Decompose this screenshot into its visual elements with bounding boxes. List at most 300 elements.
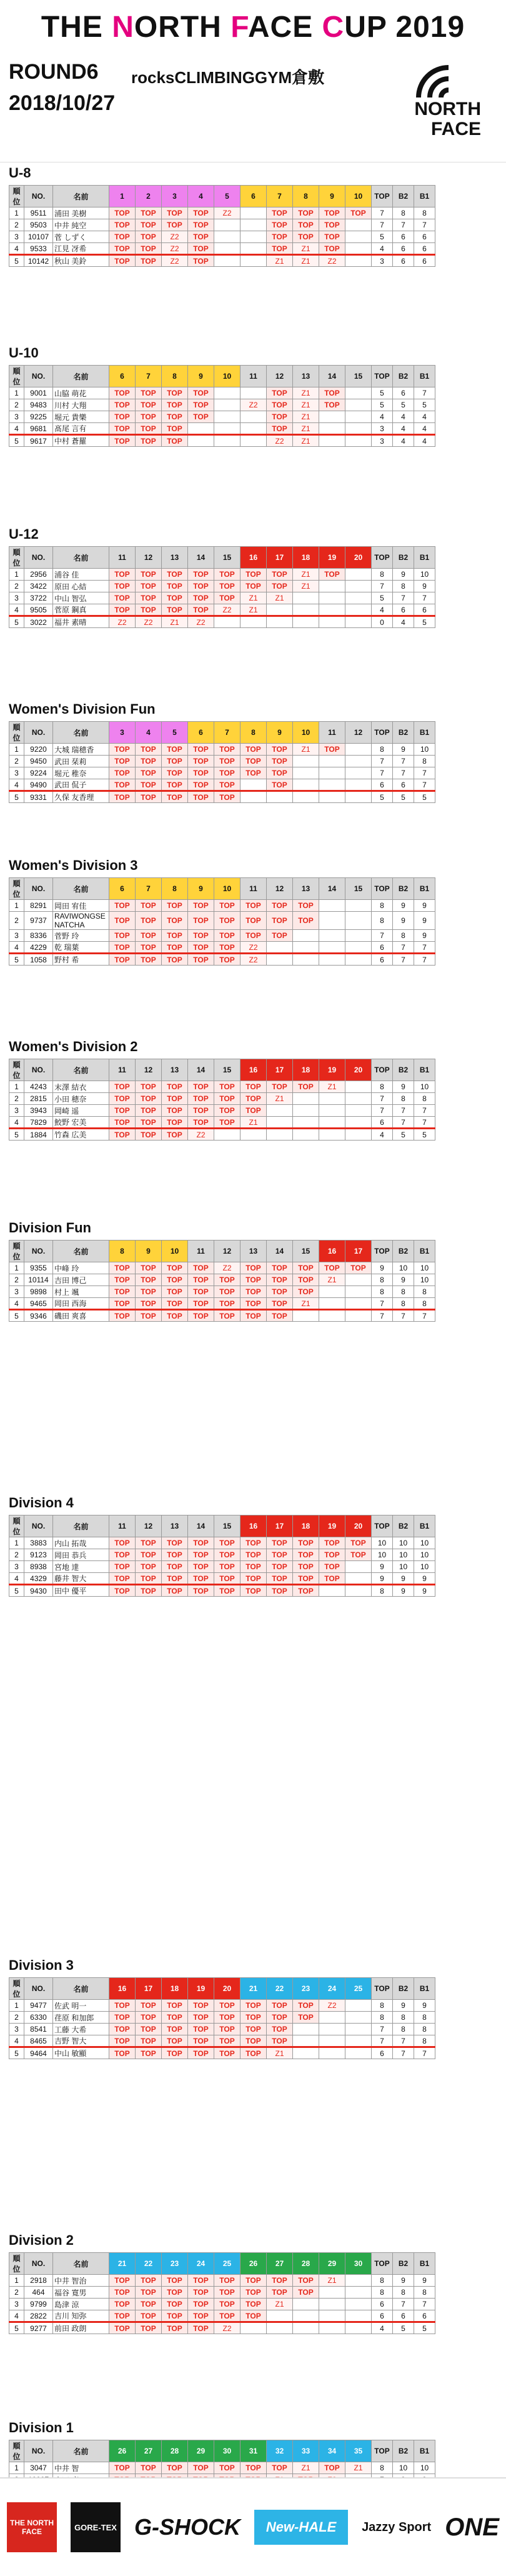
table-cell: 8 <box>414 2035 435 2047</box>
table-cell: 2 <box>9 2287 24 2299</box>
column-header: 20 <box>345 1515 372 1537</box>
column-header: 14 <box>188 1059 214 1081</box>
problem-result: TOP <box>188 592 214 604</box>
problem-result: Z2 <box>214 1262 241 1274</box>
problem-result: TOP <box>214 1117 241 1129</box>
problem-result <box>214 435 241 447</box>
problem-result: TOP <box>267 779 293 791</box>
column-header: 29 <box>319 2253 345 2275</box>
problem-result: TOP <box>136 243 162 255</box>
problem-result <box>345 1105 372 1117</box>
problem-result: TOP <box>241 1093 267 1105</box>
problem-result: Z2 <box>214 2322 241 2334</box>
problem-result <box>267 1117 293 1129</box>
column-header: 6 <box>241 186 267 207</box>
table-cell: 10 <box>414 1274 435 1286</box>
column-header: B1 <box>414 1515 435 1537</box>
problem-result <box>241 411 267 423</box>
table-cell: 5 <box>414 1129 435 1141</box>
table-cell: 10 <box>414 569 435 581</box>
table-row <box>9 930 435 942</box>
problem-result: TOP <box>267 423 293 435</box>
problem-result: TOP <box>136 767 162 779</box>
problem-result: TOP <box>162 592 188 604</box>
problem-result: TOP <box>188 1286 214 1298</box>
column-header: 10 <box>214 366 241 387</box>
problem-result: Z1 <box>293 387 319 399</box>
column-header: 22 <box>267 1978 293 2000</box>
problem-result: TOP <box>241 930 267 942</box>
problem-result <box>241 779 267 791</box>
table-row <box>9 1105 435 1117</box>
problem-result <box>214 411 241 423</box>
column-header: B2 <box>393 547 414 569</box>
column-header: 4 <box>136 722 162 744</box>
column-header: 順位 <box>9 1515 24 1537</box>
column-header: 28 <box>293 2253 319 2275</box>
table-cell: 10 <box>393 2462 414 2474</box>
problem-result: TOP <box>293 1573 319 1585</box>
section-dfun <box>0 1212 435 1322</box>
table-cell: 5 <box>393 1129 414 1141</box>
problem-result: TOP <box>241 1573 267 1585</box>
column-header: 8 <box>162 366 188 387</box>
table-cell: 6 <box>372 1117 393 1129</box>
problem-result: TOP <box>109 1105 136 1117</box>
problem-result: TOP <box>109 399 136 411</box>
problem-result <box>241 2322 267 2334</box>
column-header: TOP <box>372 722 393 744</box>
problem-result <box>293 2035 319 2047</box>
column-header: 13 <box>241 1241 267 1262</box>
problem-result: TOP <box>241 756 267 767</box>
climber-name: 大城 瑞穂香 <box>53 744 109 756</box>
table-cell: 6 <box>372 779 393 791</box>
table-row <box>9 569 435 581</box>
table-cell: 5 <box>414 399 435 411</box>
table-cell: 8465 <box>24 2035 53 2047</box>
problem-result <box>345 592 372 604</box>
column-header: 8 <box>162 878 188 900</box>
problem-result: TOP <box>188 791 214 803</box>
table-cell: 8 <box>372 2275 393 2287</box>
column-header: B1 <box>414 2440 435 2462</box>
climber-name: 武田 侃子 <box>53 779 109 791</box>
table-row <box>9 1573 435 1585</box>
section-w3 <box>0 850 435 966</box>
problem-result: TOP <box>162 1286 188 1298</box>
column-header: 9 <box>188 878 214 900</box>
problem-result: TOP <box>267 1585 293 1597</box>
problem-result: TOP <box>241 1549 267 1561</box>
climber-name: 藤井 智大 <box>53 1573 109 1585</box>
table-cell: 9 <box>414 1585 435 1597</box>
problem-result: TOP <box>162 1549 188 1561</box>
problem-result: TOP <box>162 581 188 592</box>
section-w2 <box>0 1031 435 1141</box>
table-cell: 9220 <box>24 744 53 756</box>
problem-result: TOP <box>188 767 214 779</box>
problem-result: TOP <box>241 2035 267 2047</box>
problem-result: TOP <box>136 2287 162 2299</box>
table-row <box>9 779 435 791</box>
column-header: 2 <box>136 186 162 207</box>
problem-result: TOP <box>109 1286 136 1298</box>
table-cell: 7 <box>414 779 435 791</box>
table-row <box>9 423 435 435</box>
results-table <box>9 1977 435 2059</box>
event-title <box>0 10 506 44</box>
column-header: 3 <box>162 186 188 207</box>
problem-result <box>293 1117 319 1129</box>
problem-result: TOP <box>241 767 267 779</box>
problem-result: TOP <box>188 1573 214 1585</box>
climber-name: 末澤 結衣 <box>53 1081 109 1093</box>
problem-result: TOP <box>162 411 188 423</box>
table-row <box>9 2299 435 2310</box>
table-cell: 1 <box>9 744 24 756</box>
column-header: NO. <box>24 878 53 900</box>
problem-result: TOP <box>241 2000 267 2012</box>
problem-result <box>319 2035 345 2047</box>
problem-result: TOP <box>267 2024 293 2035</box>
problem-result <box>293 1093 319 1105</box>
table-cell: 6 <box>393 243 414 255</box>
problem-result: TOP <box>136 1262 162 1274</box>
problem-result <box>293 2047 319 2059</box>
problem-result: TOP <box>188 1310 214 1322</box>
table-cell: 4 <box>9 2310 24 2322</box>
problem-result <box>345 387 372 399</box>
problem-result: Z2 <box>214 207 241 219</box>
column-header: TOP <box>372 366 393 387</box>
table-cell: 9 <box>393 912 414 930</box>
table-cell: 9 <box>414 930 435 942</box>
table-row <box>9 767 435 779</box>
column-header: B2 <box>393 878 414 900</box>
table-row <box>9 2310 435 2322</box>
problem-result <box>345 243 372 255</box>
table-cell: 8 <box>393 1093 414 1105</box>
column-header: NO. <box>24 186 53 207</box>
problem-result: TOP <box>214 1298 241 1310</box>
problem-result: TOP <box>188 243 214 255</box>
problem-result: TOP <box>162 2012 188 2024</box>
climber-name: 田中 優平 <box>53 1585 109 1597</box>
table-cell: 7 <box>393 942 414 954</box>
problem-result <box>345 1093 372 1105</box>
problem-result <box>214 423 241 435</box>
problem-result <box>293 2299 319 2310</box>
problem-result <box>267 616 293 628</box>
problem-result: TOP <box>241 1298 267 1310</box>
column-header: 23 <box>162 2253 188 2275</box>
table-cell: 10 <box>372 1537 393 1549</box>
problem-result: TOP <box>188 2462 214 2474</box>
problem-result: Z1 <box>162 616 188 628</box>
problem-result: TOP <box>214 1561 241 1573</box>
climber-name: 吉野 智大 <box>53 2035 109 2047</box>
problem-result: TOP <box>162 2462 188 2474</box>
problem-result: TOP <box>241 2047 267 2059</box>
results-table <box>9 1240 435 1322</box>
table-cell: 8 <box>372 2012 393 2024</box>
problem-result: TOP <box>214 2299 241 2310</box>
problem-result: TOP <box>214 767 241 779</box>
table-cell: 5 <box>9 255 24 267</box>
problem-result: TOP <box>241 581 267 592</box>
problem-result <box>241 231 267 243</box>
column-header: B1 <box>414 366 435 387</box>
column-header: TOP <box>372 1978 393 2000</box>
table-cell: 5 <box>393 399 414 411</box>
table-cell: 7 <box>372 1093 393 1105</box>
climber-name: 中村 蒼羅 <box>53 435 109 447</box>
table-cell: 7 <box>393 1117 414 1129</box>
column-header: 24 <box>319 1978 345 2000</box>
section-title: U-12 <box>9 526 39 542</box>
half-dome-icon <box>412 61 481 99</box>
climber-name: 工藤 大希 <box>53 2024 109 2035</box>
table-cell: 4329 <box>24 1573 53 1585</box>
problem-result: TOP <box>109 2275 136 2287</box>
section-title: Division 2 <box>9 2232 74 2248</box>
problem-result: Z1 <box>293 2462 319 2474</box>
climber-name: 秋山 美鈴 <box>53 255 109 267</box>
table-cell: 9511 <box>24 207 53 219</box>
problem-result: TOP <box>162 387 188 399</box>
climber-name: 岡田 宥佳 <box>53 900 109 912</box>
problem-result: Z1 <box>267 2299 293 2310</box>
problem-result <box>267 942 293 954</box>
table-cell: 9 <box>393 2275 414 2287</box>
climber-name: 前田 政朗 <box>53 2322 109 2334</box>
problem-result <box>319 1310 345 1322</box>
table-cell: 7 <box>372 581 393 592</box>
problem-result <box>345 1286 372 1298</box>
table-cell: 3943 <box>24 1105 53 1117</box>
table-cell: 1884 <box>24 1129 53 1141</box>
table-cell: 9 <box>393 1081 414 1093</box>
table-row <box>9 942 435 954</box>
problem-result: TOP <box>188 231 214 243</box>
problem-result: TOP <box>241 1537 267 1549</box>
column-header: NO. <box>24 1059 53 1081</box>
problem-result: TOP <box>293 1549 319 1561</box>
problem-result: TOP <box>241 569 267 581</box>
problem-result: TOP <box>345 1537 372 1549</box>
table-cell: 4243 <box>24 1081 53 1093</box>
problem-result: TOP <box>214 2035 241 2047</box>
problem-result <box>293 779 319 791</box>
problem-result <box>345 912 372 930</box>
table-cell: 9 <box>414 912 435 930</box>
table-cell: 2 <box>9 2012 24 2024</box>
column-header: B1 <box>414 1241 435 1262</box>
problem-result: TOP <box>136 912 162 930</box>
problem-result <box>293 616 319 628</box>
column-header: 16 <box>241 1515 267 1537</box>
section-d1 <box>0 2412 435 2486</box>
climber-name: 江見 冴希 <box>53 243 109 255</box>
problem-result: TOP <box>214 2000 241 2012</box>
column-header: 7 <box>214 722 241 744</box>
table-cell: 5 <box>9 1585 24 1597</box>
table-row <box>9 1298 435 1310</box>
column-header: 名前 <box>53 1515 109 1537</box>
problem-result: TOP <box>293 1274 319 1286</box>
table-cell: 10 <box>414 1561 435 1573</box>
column-header: 17 <box>136 1978 162 2000</box>
problem-result: Z1 <box>267 1093 293 1105</box>
climber-name: 佐武 明一 <box>53 2000 109 2012</box>
problem-result: TOP <box>214 912 241 930</box>
problem-result <box>241 435 267 447</box>
problem-result: TOP <box>136 1274 162 1286</box>
table-cell: 4 <box>372 1129 393 1141</box>
problem-result: TOP <box>188 930 214 942</box>
column-header: 11 <box>109 1515 136 1537</box>
table-cell: 4 <box>9 1573 24 1585</box>
column-header: 16 <box>109 1978 136 2000</box>
problem-result: Z1 <box>293 411 319 423</box>
problem-result: Z2 <box>188 616 214 628</box>
table-cell: 5 <box>9 791 24 803</box>
problem-result: TOP <box>188 2047 214 2059</box>
title-part: N <box>112 11 134 44</box>
table-cell: 4 <box>393 411 414 423</box>
results-table <box>9 877 435 966</box>
column-header: 13 <box>293 366 319 387</box>
table-row <box>9 243 435 255</box>
table-cell: 9898 <box>24 1286 53 1298</box>
section-title: Women's Division 3 <box>9 857 138 873</box>
table-row <box>9 1585 435 1597</box>
table-row <box>9 1286 435 1298</box>
column-header: 21 <box>109 2253 136 2275</box>
table-cell: 3 <box>9 411 24 423</box>
column-header: TOP <box>372 547 393 569</box>
problem-result: TOP <box>162 1129 188 1141</box>
problem-result: TOP <box>162 744 188 756</box>
problem-result: TOP <box>109 1549 136 1561</box>
problem-result: TOP <box>109 791 136 803</box>
table-cell: 8 <box>372 1081 393 1093</box>
climber-name: 鮫野 宏美 <box>53 1117 109 1129</box>
problem-result: Z1 <box>293 581 319 592</box>
table-cell: 5 <box>372 231 393 243</box>
table-cell: 8 <box>372 2000 393 2012</box>
problem-result: TOP <box>136 2000 162 2012</box>
problem-result <box>319 900 345 912</box>
table-cell: 9465 <box>24 1298 53 1310</box>
problem-result: TOP <box>267 231 293 243</box>
table-cell: 7 <box>414 387 435 399</box>
table-cell: 1 <box>9 569 24 581</box>
problem-result <box>345 791 372 803</box>
climber-name: 中峰 玲 <box>53 1262 109 1274</box>
climber-name: 竹森 広美 <box>53 1129 109 1141</box>
table-cell: 10 <box>414 1549 435 1561</box>
problem-result <box>319 930 345 942</box>
problem-result: TOP <box>214 1310 241 1322</box>
problem-result <box>345 942 372 954</box>
table-cell: 8 <box>393 2024 414 2035</box>
problem-result: TOP <box>162 1081 188 1093</box>
problem-result <box>267 954 293 966</box>
problem-result: TOP <box>136 2299 162 2310</box>
column-header: 順位 <box>9 722 24 744</box>
table-row <box>9 2047 435 2059</box>
column-header: NO. <box>24 547 53 569</box>
problem-result: TOP <box>162 1585 188 1597</box>
column-header: 8 <box>241 722 267 744</box>
problem-result: TOP <box>214 1274 241 1286</box>
table-cell: 9450 <box>24 756 53 767</box>
climber-name: 村上 颯 <box>53 1286 109 1298</box>
problem-result: TOP <box>241 1081 267 1093</box>
problem-result: TOP <box>267 1298 293 1310</box>
section-wfun <box>0 694 435 803</box>
logo-word: NORTH <box>414 99 481 119</box>
table-cell: 2 <box>9 1549 24 1561</box>
problem-result: TOP <box>293 1262 319 1274</box>
table-cell: 8 <box>414 2287 435 2299</box>
table-cell: 7 <box>414 954 435 966</box>
table-cell: 3047 <box>24 2462 53 2474</box>
table-cell: 8 <box>393 930 414 942</box>
problem-result: TOP <box>162 2024 188 2035</box>
problem-result <box>345 2322 372 2334</box>
table-cell: 4 <box>372 2322 393 2334</box>
table-row <box>9 399 435 411</box>
table-cell: 5 <box>393 2322 414 2334</box>
problem-result <box>241 387 267 399</box>
climber-name: 中井 純空 <box>53 219 109 231</box>
table-cell: 7 <box>393 767 414 779</box>
problem-result: TOP <box>188 1298 214 1310</box>
table-cell: 1 <box>9 2275 24 2287</box>
climber-name: 中山 智弘 <box>53 592 109 604</box>
problem-result: TOP <box>214 942 241 954</box>
problem-result <box>319 2012 345 2024</box>
problem-result: TOP <box>293 900 319 912</box>
table-cell: 7 <box>414 2047 435 2059</box>
table-cell: 1 <box>9 900 24 912</box>
table-cell: 9483 <box>24 399 53 411</box>
problem-result: TOP <box>319 387 345 399</box>
column-header: 18 <box>293 1059 319 1081</box>
problem-result: TOP <box>162 1274 188 1286</box>
column-header: 26 <box>109 2440 136 2462</box>
table-cell: 8 <box>372 1585 393 1597</box>
table-cell: 8 <box>393 207 414 219</box>
table-cell: 5 <box>372 387 393 399</box>
problem-result: TOP <box>109 1573 136 1585</box>
problem-result: TOP <box>188 2000 214 2012</box>
column-header: 順位 <box>9 1241 24 1262</box>
table-cell: 9617 <box>24 435 53 447</box>
problem-result <box>293 604 319 616</box>
problem-result: TOP <box>162 1105 188 1117</box>
problem-result: TOP <box>214 1093 241 1105</box>
column-header: 25 <box>345 1978 372 2000</box>
problem-result: TOP <box>136 2047 162 2059</box>
table-cell: 5 <box>393 791 414 803</box>
sponsor-logo: G-SHOCK <box>134 2514 241 2540</box>
column-header: 20 <box>345 1059 372 1081</box>
problem-result: TOP <box>293 219 319 231</box>
